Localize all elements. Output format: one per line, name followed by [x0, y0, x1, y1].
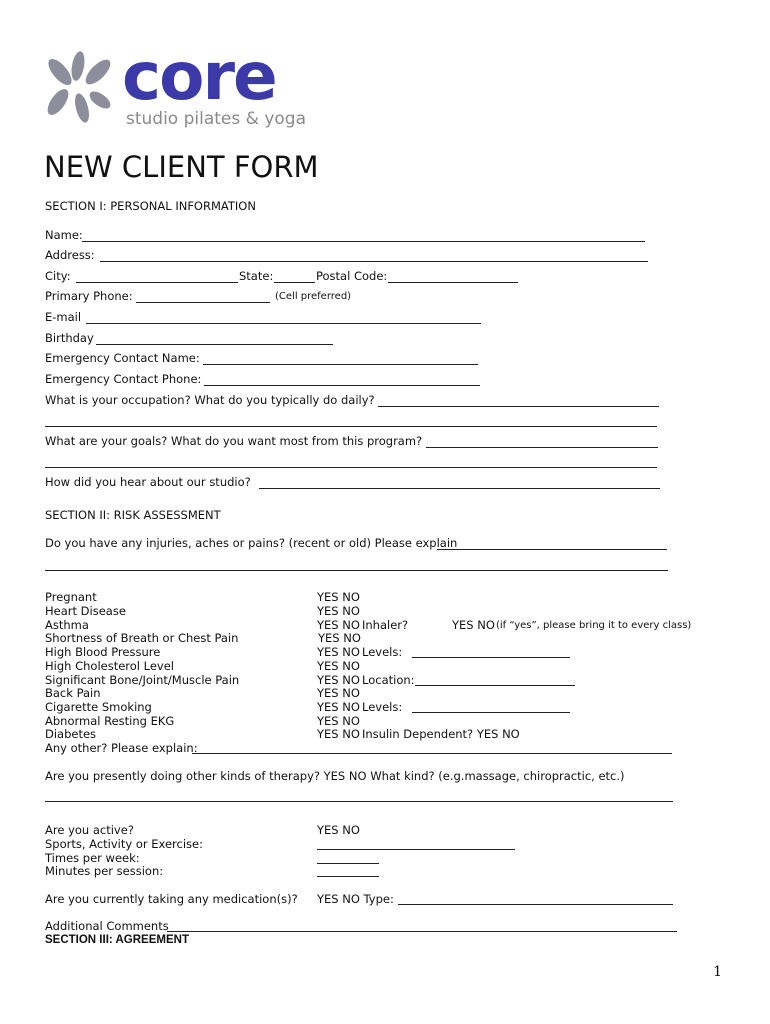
condition-label: Cigarette Smoking: [45, 700, 152, 714]
condition-label: Heart Disease: [45, 604, 126, 618]
flower-icon: [40, 50, 120, 130]
address-label: Address:: [45, 248, 95, 262]
bp-levels-label: Levels:: [362, 645, 403, 659]
emergency-phone-field[interactable]: [204, 385, 480, 386]
condition-label: High Blood Pressure: [45, 645, 161, 659]
goals-field-line2[interactable]: [45, 467, 657, 468]
condition-answer[interactable]: YES NO: [317, 604, 360, 618]
email-label: E-mail: [45, 310, 82, 324]
condition-label: Shortness of Breath or Chest Pain: [45, 631, 239, 645]
inhaler-label: Inhaler?: [362, 618, 409, 632]
state-field[interactable]: [274, 282, 315, 283]
condition-answer[interactable]: YES NO: [317, 618, 360, 632]
primary-phone-field[interactable]: [136, 302, 270, 303]
condition-answer[interactable]: YES NO: [317, 700, 360, 714]
condition-label: High Cholesterol Level: [45, 659, 175, 673]
postal-field[interactable]: [388, 282, 518, 283]
birthday-field[interactable]: [96, 344, 333, 345]
other-field[interactable]: [192, 753, 672, 754]
logo-wordmark: core: [122, 38, 276, 115]
medication-label: Are you currently taking any medication(s)?: [45, 892, 298, 906]
form-title: NEW CLIENT FORM: [44, 150, 319, 184]
condition-label: Pregnant: [45, 590, 97, 604]
goals-field[interactable]: [426, 447, 658, 448]
comments-field[interactable]: [167, 931, 677, 932]
occupation-label: What is your occupation? What do you typically do daily?: [45, 393, 375, 407]
hear-field[interactable]: [259, 488, 660, 489]
injuries-label: Do you have any injuries, aches or pains? (recent or old) Please explain: [45, 536, 458, 550]
birthday-label: Birthday: [45, 331, 94, 345]
pain-location-field[interactable]: [415, 685, 575, 686]
comments-label: Additional Comments: [45, 919, 169, 933]
condition-answer[interactable]: YES NO: [318, 631, 361, 645]
name-field[interactable]: [82, 241, 645, 242]
emergency-phone-label: Emergency Contact Phone:: [45, 372, 202, 386]
insulin-question[interactable]: Insulin Dependent? YES NO: [362, 727, 520, 741]
occupation-field-line2[interactable]: [45, 426, 657, 427]
times-field[interactable]: [317, 863, 379, 864]
sports-label: Sports, Activity or Exercise:: [45, 837, 203, 851]
state-label: State:: [239, 269, 274, 283]
section2-heading: SECTION II: RISK ASSESSMENT: [45, 508, 221, 522]
name-label: Name:: [45, 228, 83, 242]
times-label: Times per week:: [45, 851, 140, 865]
smoking-levels-label: Levels:: [362, 700, 403, 714]
sports-field[interactable]: [317, 849, 515, 850]
therapy-field[interactable]: [45, 801, 673, 802]
emergency-name-field[interactable]: [203, 364, 478, 365]
email-field[interactable]: [86, 323, 481, 324]
pain-location-label: Location:: [362, 673, 415, 687]
city-label: City:: [45, 269, 71, 283]
address-field[interactable]: [100, 261, 648, 262]
medication-type-field[interactable]: [398, 904, 673, 905]
condition-answer[interactable]: YES NO: [317, 659, 360, 673]
postal-label: Postal Code:: [316, 269, 388, 283]
condition-answer[interactable]: YES NO: [317, 673, 360, 687]
injuries-field[interactable]: [437, 549, 667, 550]
minutes-label: Minutes per session:: [45, 864, 164, 878]
medication-answer[interactable]: YES NO Type:: [317, 892, 394, 906]
hear-label: How did you hear about our studio?: [45, 475, 251, 489]
cell-preferred-note: (Cell preferred): [275, 291, 352, 302]
section1-heading: SECTION I: PERSONAL INFORMATION: [45, 199, 256, 213]
smoking-levels-field[interactable]: [412, 712, 570, 713]
active-answer[interactable]: YES NO: [317, 823, 360, 837]
condition-answer[interactable]: YES NO: [317, 727, 360, 741]
condition-label: Abnormal Resting EKG: [45, 714, 175, 728]
logo-tagline: studio pilates & yoga: [126, 109, 306, 129]
injuries-field-line2[interactable]: [45, 570, 668, 571]
bp-levels-field[interactable]: [412, 657, 570, 658]
other-label: Any other? Please explain:: [45, 741, 198, 755]
condition-answer[interactable]: YES NO: [317, 645, 360, 659]
occupation-field[interactable]: [378, 406, 659, 407]
condition-answer[interactable]: YES NO: [317, 686, 360, 700]
minutes-field[interactable]: [317, 876, 379, 877]
condition-label: Asthma: [45, 618, 89, 632]
inhaler-note: (if “yes”, please bring it to every class): [496, 620, 692, 631]
page-number: 1: [713, 964, 722, 980]
goals-label: What are your goals? What do you want most from this program?: [45, 434, 423, 448]
active-label: Are you active?: [45, 823, 134, 837]
condition-label: Significant Bone/Joint/Muscle Pain: [45, 673, 240, 687]
emergency-name-label: Emergency Contact Name:: [45, 351, 200, 365]
condition-label: Diabetes: [45, 727, 97, 741]
section3-heading: SECTION III: AGREEMENT: [45, 934, 189, 946]
therapy-question[interactable]: Are you presently doing other kinds of therapy? YES NO What kind? (e.g.massage, chiropractic, etc.): [45, 769, 625, 783]
condition-answer[interactable]: YES NO: [317, 714, 360, 728]
condition-answer[interactable]: YES NO: [317, 590, 360, 604]
city-field[interactable]: [76, 282, 238, 283]
primary-phone-label: Primary Phone:: [45, 289, 133, 303]
condition-label: Back Pain: [45, 686, 101, 700]
inhaler-answer[interactable]: YES NO: [452, 618, 495, 632]
